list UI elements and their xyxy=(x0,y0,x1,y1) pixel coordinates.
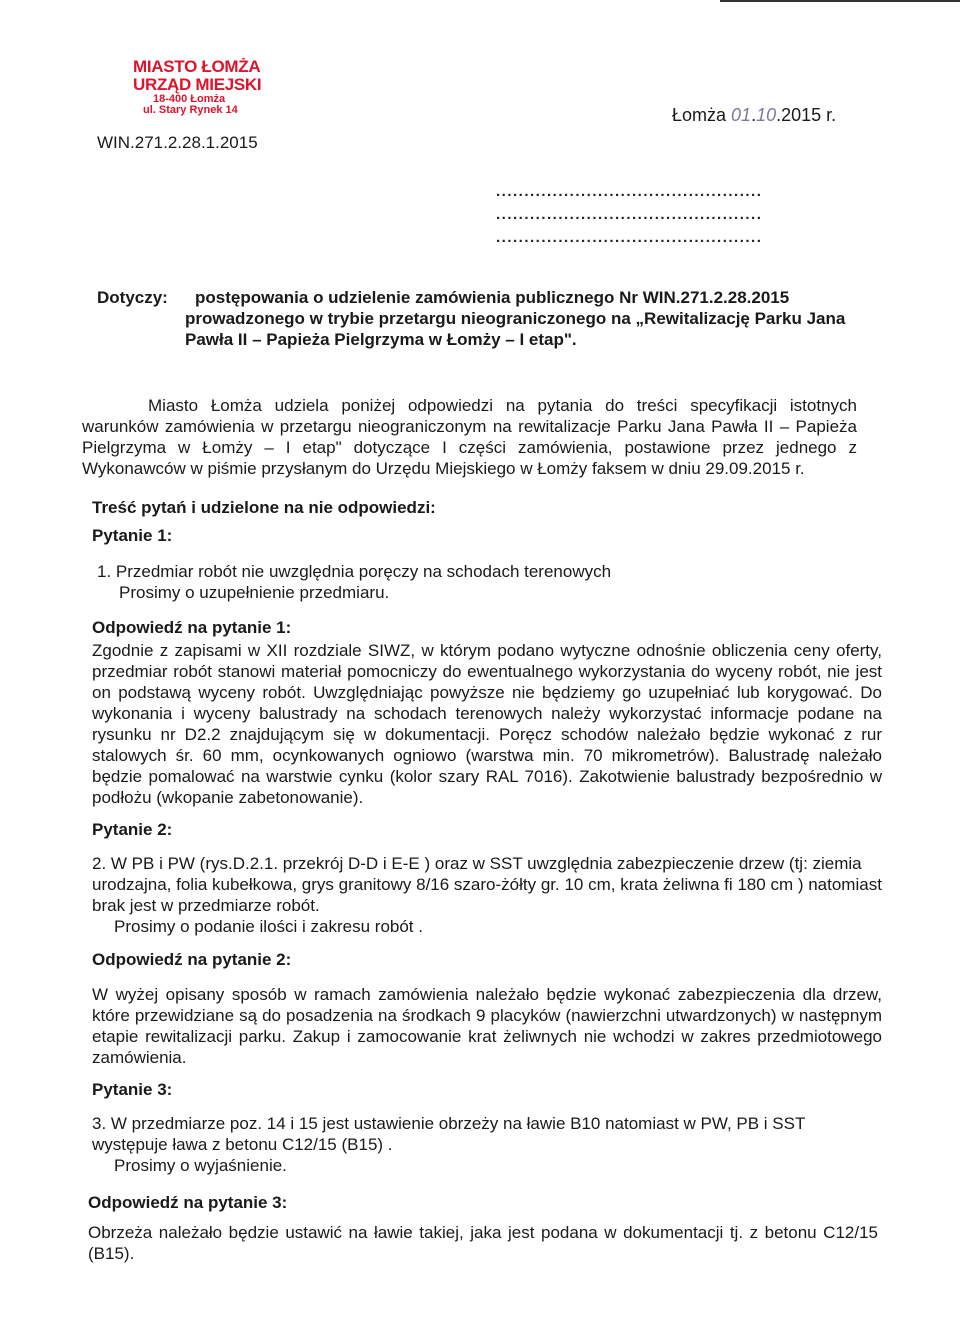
document-date: Łomża 01.10.2015 r. xyxy=(672,105,837,125)
date-year: .2015 r. xyxy=(776,105,837,125)
subject-line-2: prowadzonego w trybie przetargu nieograniczonego na „Rewitalizację Parku Jana xyxy=(185,309,846,328)
intro-paragraph: Miasto Łomża udziela poniżej odpowiedzi na pytania do treści specyfikacji istotnych warunków zamówienia w przetargu nieograniczonym na rewitalizacje Parku Jana Pawła II – Papieża Pielgrzyma w Łomży – I etap" dotyczące I części zamówienia, postawione przez jednego z Wykonawców w piśmie przysłanym do Urzędu Miejskiego w Łomży faksem w dniu 29.09.2015 r. xyxy=(82,396,857,478)
question-3-request: Prosimy o wyjaśnienie. xyxy=(114,1156,287,1175)
stamp-line-street: ul. Stary Rynek 14 xyxy=(143,104,238,117)
date-city: Łomża xyxy=(672,105,727,125)
subject-label: Dotyczy: xyxy=(97,288,168,307)
question-3-line: 3. W przedmiarze poz. 14 i 15 jest ustawienie obrzeży na ławie B10 natomiast w PW, PB i SST występuje ława z betonu C12/15 (B15) . xyxy=(92,1114,806,1154)
date-month: 10 xyxy=(756,105,777,125)
date-day: 01 xyxy=(731,105,752,125)
answer-2-text: W wyżej opisany sposób w ramach zamówienia należało będzie wykonać zabezpieczenia dla drzew, które przewidziane są do posadzenia na środkach 9 placyków (nawierzchni utwardzonych) w następnym etapie rewitalizacji parku. Zakup i zamocowanie krat żeliwnych nie wchodzi w zakres przedmiotowego zamówienia. xyxy=(92,985,882,1067)
stamp-line-city: MIASTO ŁOMŻA xyxy=(133,57,261,76)
question-2-text xyxy=(92,853,882,937)
office-stamp xyxy=(133,58,261,117)
question-3-heading: Pytanie 3: xyxy=(92,1080,173,1099)
answer-1-heading: Odpowiedź na pytanie 1: xyxy=(92,618,292,637)
section-heading: Treść pytań i udzielone na nie odpowiedzi: xyxy=(92,498,436,517)
question-2-request: Prosimy o podanie ilości i zakresu robót . xyxy=(114,917,423,936)
answer-3-heading: Odpowiedź na pytanie 3: xyxy=(88,1193,288,1212)
subject-line-3: Pawła II – Papieża Pielgrzyma w Łomży – I etap". xyxy=(185,330,577,349)
scan-edge-line xyxy=(720,0,960,2)
answer-2-heading: Odpowiedź na pytanie 2: xyxy=(92,950,292,969)
question-2-heading: Pytanie 2: xyxy=(92,820,173,839)
answer-3-text: Obrzeża należało będzie ustawić na ławie takiej, jaka jest podana w dokumentacji tj. z betonu C12/15 (B15). xyxy=(88,1223,878,1263)
stamp-line-office: URZĄD MIEJSKI xyxy=(133,74,262,94)
answer-1-text: Zgodnie z zapisami w XII rozdziale SIWZ, w którym podano wytyczne odnośnie obliczenia ceny oferty, przedmiar robót stanowi materiał pomocniczy do ewentualnego wykorzystania do wyceny robót, nie jest on podstawą wyceny robót. Uwzględniając powyższe nie będziemy go uzupełniać lub korygować. Do wykonania i wyceny balustrady na schodach terenowych należy wykorzystać informacje podane na rysunku nr D2.2 znajdującym się w dokumentacji. Poręcz schodów należało będzie wykonać z rur stalowych śr. 60 mm, ocynkowanych ogniowo (warstwa min. 70 mikrometrów). Balustradę należało będzie pomalować na warstwie cynku (kolor szary RAL 7016). Zakotwienie balustrady bezpośrednio w podłożu (wkopanie zabetonowanie). xyxy=(92,641,882,807)
question-3-text xyxy=(92,1113,882,1176)
subject-line-1: postępowania o udzielenie zamówienia publicznego Nr WIN.271.2.28.2015 xyxy=(195,288,790,307)
address-line-1: ............................................... xyxy=(496,183,763,200)
question-1-line: 1. Przedmiar robót nie uwzględnia poręczy na schodach terenowych xyxy=(97,562,612,581)
subject-block xyxy=(97,287,877,350)
address-line-3: ............................................... xyxy=(496,229,763,246)
question-1-text xyxy=(97,561,867,603)
document-reference: WIN.271.2.28.1.2015 xyxy=(97,133,258,152)
question-1-heading: Pytanie 1: xyxy=(92,526,173,545)
question-1-request: Prosimy o uzupełnienie przedmiaru. xyxy=(119,583,390,602)
address-line-2: ............................................... xyxy=(496,206,763,223)
question-2-line: 2. W PB i PW (rys.D.2.1. przekrój D-D i E-E ) oraz w SST uwzględnia zabezpieczenie drzew (tj: ziemia urodzajna, folia kubełkowa, grys granitowy 8/16 szaro-żółty gr. 10 cm, krata żeliwna fi 180 cm ) natomiast brak jest w przedmiarze robót. xyxy=(92,854,882,915)
stamp-line-postcode: 18-400 Łomża xyxy=(153,92,226,105)
